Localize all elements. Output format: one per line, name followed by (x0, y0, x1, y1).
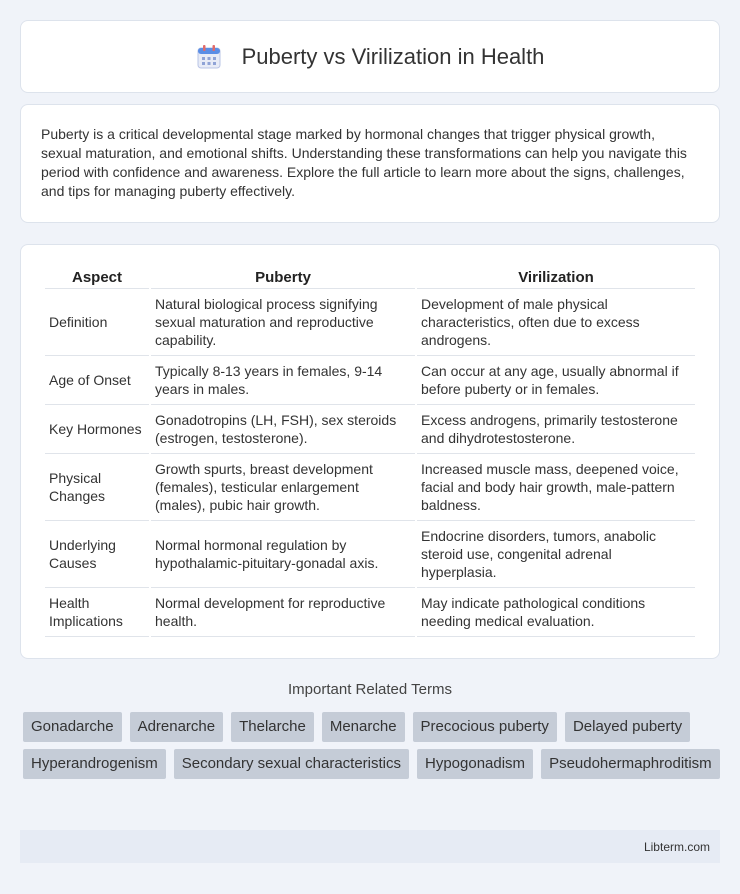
tag-pseudohermaphroditism[interactable]: Pseudohermaphroditism (541, 749, 720, 779)
table-cell: Typically 8-13 years in females, 9-14 years in males. (151, 356, 415, 405)
comparison-table-card (20, 244, 720, 659)
intro-text: Puberty is a critical developmental stage marked by hormonal changes that trigger physical growth, sexual maturation, and emotional shifts. Understanding these transformations can help you navigate this period with confidence and awareness. Explore the full article to learn more about the signs, challenges, and tips for managing puberty effectively. (41, 126, 687, 199)
table-row (45, 405, 695, 454)
table-cell: Age of Onset (45, 356, 149, 405)
tag-gonadarche[interactable]: Gonadarche (23, 712, 122, 742)
intro-card (20, 104, 720, 223)
table-row (45, 356, 695, 405)
table-row (45, 521, 695, 588)
tag-thelarche[interactable]: Thelarche (231, 712, 314, 742)
table-row (45, 588, 695, 637)
tag-menarche[interactable]: Menarche (322, 712, 405, 742)
header-card (20, 20, 720, 93)
table-cell: Physical Changes (45, 454, 149, 521)
table-row (45, 289, 695, 356)
table-cell: Definition (45, 289, 149, 356)
tag-precocious-puberty[interactable]: Precocious puberty (413, 712, 557, 742)
table-row (45, 454, 695, 521)
calendar-icon (196, 44, 222, 70)
table-cell: Underlying Causes (45, 521, 149, 588)
footer-link[interactable]: Libterm.com (643, 839, 710, 854)
table-cell: Growth spurts, breast development (females), testicular enlargement (males), pubic hair growth. (151, 454, 415, 521)
table-cell: Natural biological process signifying sexual maturation and reproductive capability. (151, 289, 415, 356)
table-header-row (45, 265, 695, 289)
header-aspect: Aspect (45, 265, 149, 289)
related-terms-title: Important Related Terms (288, 681, 452, 698)
table-cell: Key Hormones (45, 405, 149, 454)
table-cell: Development of male physical characteristics, often due to excess androgens. (417, 289, 695, 356)
comparison-table (43, 265, 697, 637)
tag-secondary-sexual-characteristics[interactable]: Secondary sexual characteristics (174, 749, 409, 779)
footer (20, 830, 720, 863)
tag-delayed-puberty[interactable]: Delayed puberty (565, 712, 690, 742)
tag-adrenarche[interactable]: Adrenarche (130, 712, 224, 742)
table-cell: Endocrine disorders, tumors, anabolic steroid use, congenital adrenal hyperplasia. (417, 521, 695, 588)
table-cell: Gonadotropins (LH, FSH), sex steroids (estrogen, testosterone). (151, 405, 415, 454)
table-cell: Health Implications (45, 588, 149, 637)
header-puberty: Puberty (151, 265, 415, 289)
tag-hypogonadism[interactable]: Hypogonadism (417, 749, 533, 779)
table-cell: Increased muscle mass, deepened voice, facial and body hair growth, male-pattern baldness. (417, 454, 695, 521)
table-cell: Excess androgens, primarily testosterone and dihydrotestosterone. (417, 405, 695, 454)
related-terms-list (23, 712, 723, 779)
table-cell: Can occur at any age, usually abnormal if before puberty or in females. (417, 356, 695, 405)
page-title: Puberty vs Virilization in Health (241, 43, 545, 69)
tag-hyperandrogenism[interactable]: Hyperandrogenism (23, 749, 166, 779)
table-cell: Normal hormonal regulation by hypothalamic-pituitary-gonadal axis. (151, 521, 415, 588)
table-cell: May indicate pathological conditions needing medical evaluation. (417, 588, 695, 637)
header-virilization: Virilization (417, 265, 695, 289)
table-cell: Normal development for reproductive health. (151, 588, 415, 637)
